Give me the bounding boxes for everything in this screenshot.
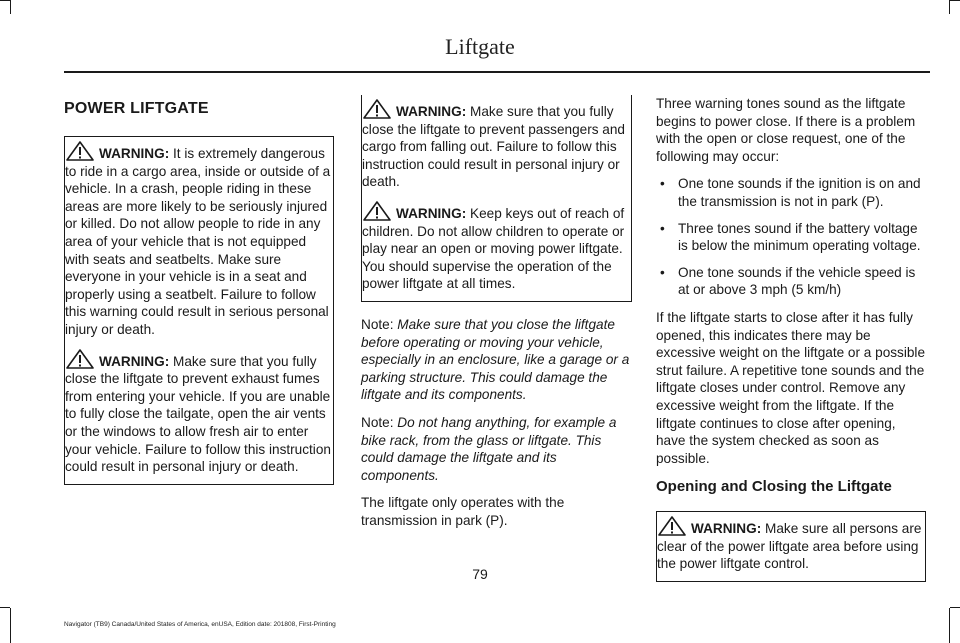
page-header-title: Liftgate (445, 34, 515, 59)
warning-paragraph (65, 349, 333, 476)
list-item: • One tone sounds if the vehicle speed is at or above 3 mph (5 km/h) (656, 264, 926, 299)
list-item: • Three tones sound if the battery voltage is below the minimum operating voltage. (656, 220, 926, 255)
crop-mark (0, 0, 10, 1)
warning-label: WARNING: (99, 353, 170, 369)
note-paragraph (361, 414, 632, 484)
warning-triangle-icon (65, 141, 95, 161)
page-number: 79 (472, 566, 488, 582)
crop-mark (949, 0, 950, 14)
body-paragraph: If the liftgate starts to close after it has fully opened, this indicates there may be excessive weight on the liftgate or a possible strut failure. A repetitive tone sounds and the liftgate closes under control. Remove any excessive weight from the liftgate. If the liftgate continues to close after opening, have the system checked as soon as possible. (656, 309, 926, 466)
warning-triangle-icon (657, 516, 687, 536)
bullet-list (656, 175, 926, 299)
list-item: • One tone sounds if the ignition is on and the transmission is not in park (P). (656, 175, 926, 210)
warning-text: Make sure that you fully close the liftgate to prevent exhaust fumes from entering your vehicle. If you are unable to fully close the tailgate, open the air vents or the windows to allow fresh air to enter your vehicle. Failure to follow this instruction could result in personal injury or death. (65, 353, 331, 475)
note-label: Note: (361, 316, 394, 332)
sub-heading: Opening and Closing the Liftgate (656, 478, 892, 496)
note-text: Do not hang anything, for example a bike rack, from the glass or liftgate. This could damage the liftgate and its components. (361, 414, 617, 483)
column-2 (361, 95, 632, 539)
edition-footer: Navigator (TB9) Canada/United States of America, enUSA, Edition date: 201808, First-Printing (64, 621, 336, 628)
warning-label: WARNING: (691, 521, 762, 537)
crop-mark (10, 0, 11, 14)
crop-mark (0, 607, 10, 608)
column-3 (656, 95, 926, 582)
crop-mark (950, 607, 960, 608)
warning-triangle-icon (362, 99, 392, 119)
warning-label: WARNING: (99, 146, 170, 161)
body-paragraph: Three warning tones sound as the liftgate begins to power close. If there is a problem with the open or close request, one of the following may occur: (656, 96, 916, 164)
note-text: Make sure that you close the liftgate before operating or moving your vehicle, especially in an enclosure, like a garage or a parking structure. This could damage the liftgate and its components. (361, 316, 630, 403)
warning-triangle-icon (65, 349, 95, 369)
warning-paragraph (362, 99, 631, 191)
warning-box (361, 95, 632, 302)
warning-text: It is extremely dangerous to ride in a cargo area, inside or outside of a vehicle. In a crash, people riding in these areas are more likely to be seriously injured or killed. Do not allow people to ride in any area of your vehicle that is not equipped with seats and seatbelts. Make sure everyone in your vehicle is in a seat and properly using a seatbelt. Failure to follow this warning could result in serious personal injury or death. (65, 146, 331, 337)
warning-text: Keep keys out of reach of children. Do not allow children to operate or play near an open or moving power liftgate. You should supervise the operation of the power liftgate at all times. (362, 205, 625, 292)
warning-box (64, 136, 334, 485)
warning-label: WARNING: (396, 104, 467, 119)
crop-mark (949, 608, 950, 643)
note-paragraph (361, 316, 632, 404)
section-heading: POWER LIFTGATE (64, 100, 209, 117)
warning-paragraph (657, 516, 925, 573)
crop-mark (950, 0, 960, 1)
warning-label: WARNING: (396, 205, 467, 221)
column-1 (64, 95, 334, 485)
warning-triangle-icon (362, 201, 392, 221)
crop-mark (10, 608, 11, 643)
body-paragraph: The liftgate only operates with the transmission in park (P). (361, 495, 565, 528)
warning-text: Make sure all persons are clear of the power liftgate area before using the power liftgate control. (657, 521, 922, 572)
warning-paragraph (65, 141, 333, 339)
note-label: Note: (361, 414, 394, 430)
header-rule (64, 71, 930, 73)
warning-text: Make sure that you fully close the liftgate to prevent passengers and cargo from falling out. Failure to follow this instruction could result in personal injury or death. (362, 104, 625, 190)
warning-paragraph (362, 201, 631, 293)
